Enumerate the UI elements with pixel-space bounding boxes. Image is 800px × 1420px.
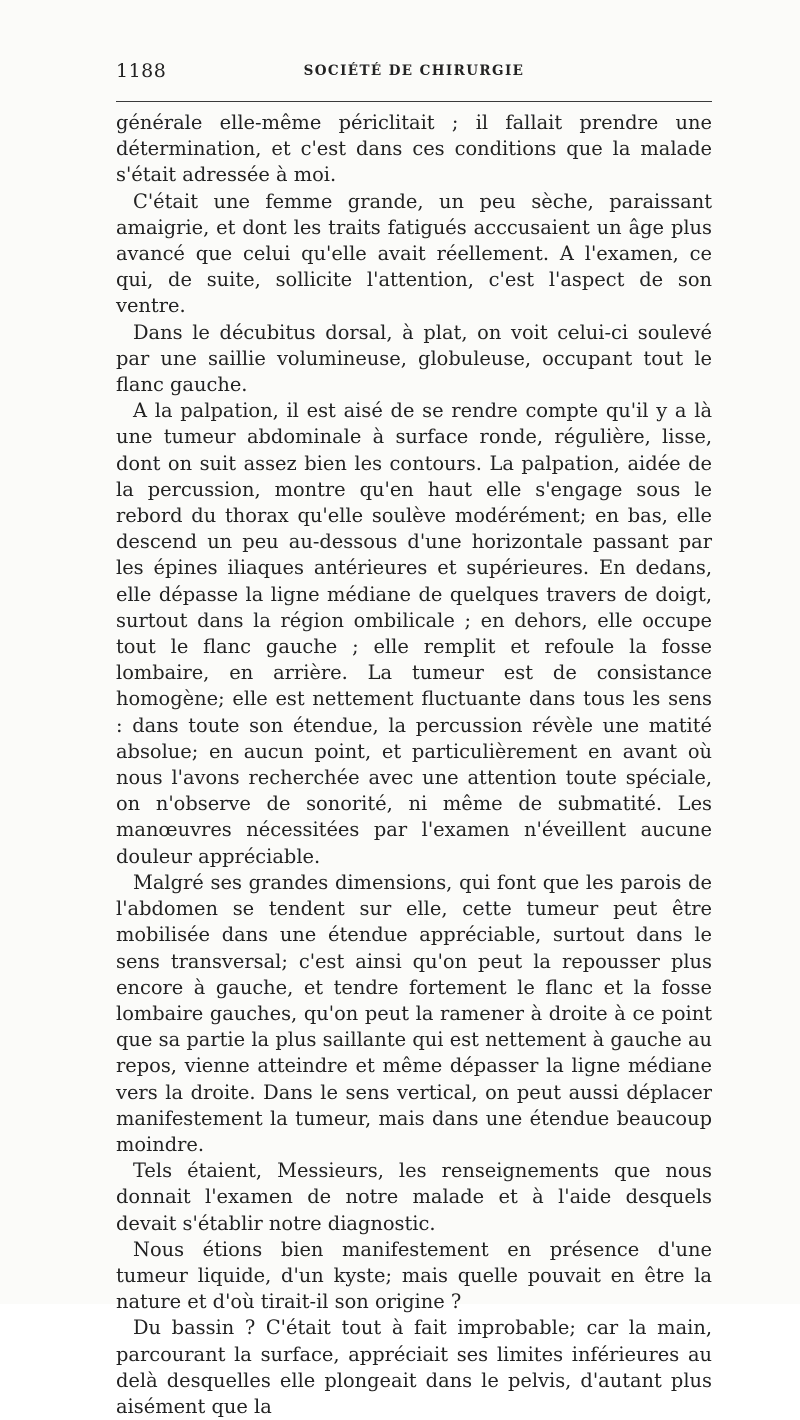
paragraph-7: Nous étions bien manifestement en présence d'une tumeur liquide, d'un kyste; mais quelle pouvait en être la nature et d'où tirait-il son origine ? xyxy=(116,1237,712,1314)
paragraph-2: C'était une femme grande, un peu sèche, paraissant amaigrie, et dont les traits fatigués acccusaient un âge plus avancé que celui qu'elle avait réellement. A l'examen, ce qui, de suite, sollicite l'attention, c'est l'aspect de son ventre. xyxy=(116,189,712,318)
paragraph-6: Tels étaient, Messieurs, les renseignements que nous donnait l'examen de notre malade et à l'aide desquels devait s'établir notre diagnostic. xyxy=(116,1159,712,1235)
body-text xyxy=(116,110,712,1420)
paragraph-8: Du bassin ? C'était tout à fait improbable; car la main, parcourant la surface, appréciait ses limites inférieures au delà desquelles elle plongeait dans le pelvis, d'autant plus aisément que la xyxy=(116,1316,712,1418)
paragraph-5: Malgré ses grandes dimensions, qui font que les parois de l'abdomen se tendent sur elle, cette tumeur peut être mobilisée dans une étendue appréciable, surtout dans le sens transversal; c'est ainsi qu'on peut la repousser plus encore à gauche, et tendre fortement le flanc et la fosse lombaire gauches, qu'on peut la ramener à droite à ce point que sa partie la plus saillante qui est nettement à gauche au repos, vienne atteindre et même dépasser la ligne médiane vers la droite. Dans le sens vertical, on peut aussi déplacer manifestement la tumeur, mais dans une étendue beaucoup moindre. xyxy=(116,870,712,1156)
running-head xyxy=(116,60,712,86)
paragraph-1: générale elle-même périclitait ; il fallait prendre une détermination, et c'est dans ces conditions que la malade s'était adressée à moi. xyxy=(116,111,712,187)
page-number: 1188 xyxy=(116,60,167,82)
header-rule xyxy=(116,101,712,102)
paragraph-3: Dans le décubitus dorsal, à plat, on voit celui-ci soulevé par une saillie volumineuse, globuleuse, occupant tout le flanc gauche. xyxy=(116,320,712,397)
paragraph-4: A la palpation, il est aisé de se rendre compte qu'il y a là une tumeur abdominale à surface ronde, régulière, lisse, dont on suit assez bien les contours. La palpation, aidée de la percussion, montre qu'en haut elle s'engage sous le rebord du thorax qu'elle soulève modérément; en bas, elle descend un peu au-dessous d'une horizontale passant par les épines iliaques antérieures et supérieures. En dedans, elle dépasse la ligne médiane de quelques travers de doigt, surtout dans la région ombilicale ; en dehors, elle occupe tout le flanc gauche ; elle remplit et refoule la fosse lombaire, en arrière. La tumeur est de consistance homogène; elle est nettement fluctuante dans tous les sens : dans toute son étendue, la percussion révèle une matité absolue; en aucun point, et particulièrement en avant où nous l'avons recherchée avec une attention toute spéciale, on n'observe de sonorité, ni même de submatité. Les manœuvres nécessitées par l'examen n'éveillent aucune douleur appréciable. xyxy=(116,399,712,868)
running-title: SOCIÉTÉ DE CHIRURGIE xyxy=(303,63,525,79)
